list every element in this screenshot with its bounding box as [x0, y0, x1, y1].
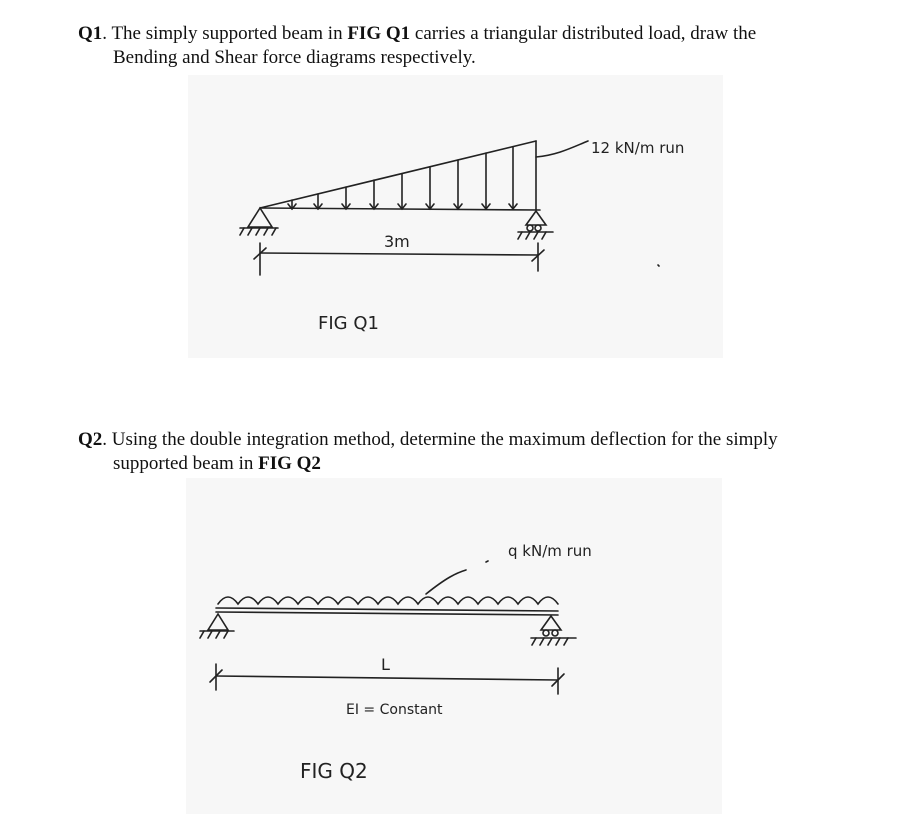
span-label: L	[381, 655, 390, 674]
span-label: 3m	[384, 232, 410, 251]
figure-q1	[188, 75, 723, 358]
question-2-line-2: supported beam in	[113, 453, 259, 474]
load-leader	[426, 570, 466, 594]
load-label: q kN/m run	[508, 542, 592, 560]
roller-support	[518, 211, 553, 239]
pin-support	[240, 208, 278, 235]
figure-q2	[186, 478, 722, 814]
udl-loops	[218, 597, 558, 604]
beam-diagram-q1	[188, 75, 723, 358]
question-1-line-2: Bending and Shear force diagrams respectively.	[113, 47, 476, 68]
load-arrows	[288, 147, 517, 209]
roller-support	[531, 616, 576, 645]
question-2	[78, 428, 878, 476]
stray-dot	[658, 265, 659, 266]
load-label: 12 kN/m run	[591, 139, 685, 157]
figure-caption: FIG Q2	[300, 759, 368, 783]
question-2-text-a: . Using the double integration method, determine the maximum deflection for the simply	[102, 429, 778, 450]
question-1-fig-ref: FIG Q1	[347, 23, 411, 44]
pin-support	[200, 614, 234, 638]
figure-caption: FIG Q1	[318, 313, 379, 334]
question-1-number: Q1	[78, 23, 103, 44]
beam-line	[260, 208, 540, 210]
load-envelope	[260, 141, 536, 208]
beam-top	[216, 608, 558, 611]
question-2-number: Q2	[78, 429, 103, 450]
question-1	[78, 22, 878, 70]
beam-bottom	[216, 612, 558, 615]
stiffness-label: EI = Constant	[346, 702, 443, 718]
beam-diagram-q2	[186, 478, 722, 814]
load-leader	[536, 141, 588, 157]
question-1-text-b: carries a triangular distributed load, draw the	[410, 23, 757, 44]
question-2-fig-ref: FIG Q2	[258, 453, 321, 474]
question-1-text-a: . The simply supported beam in	[102, 23, 348, 44]
